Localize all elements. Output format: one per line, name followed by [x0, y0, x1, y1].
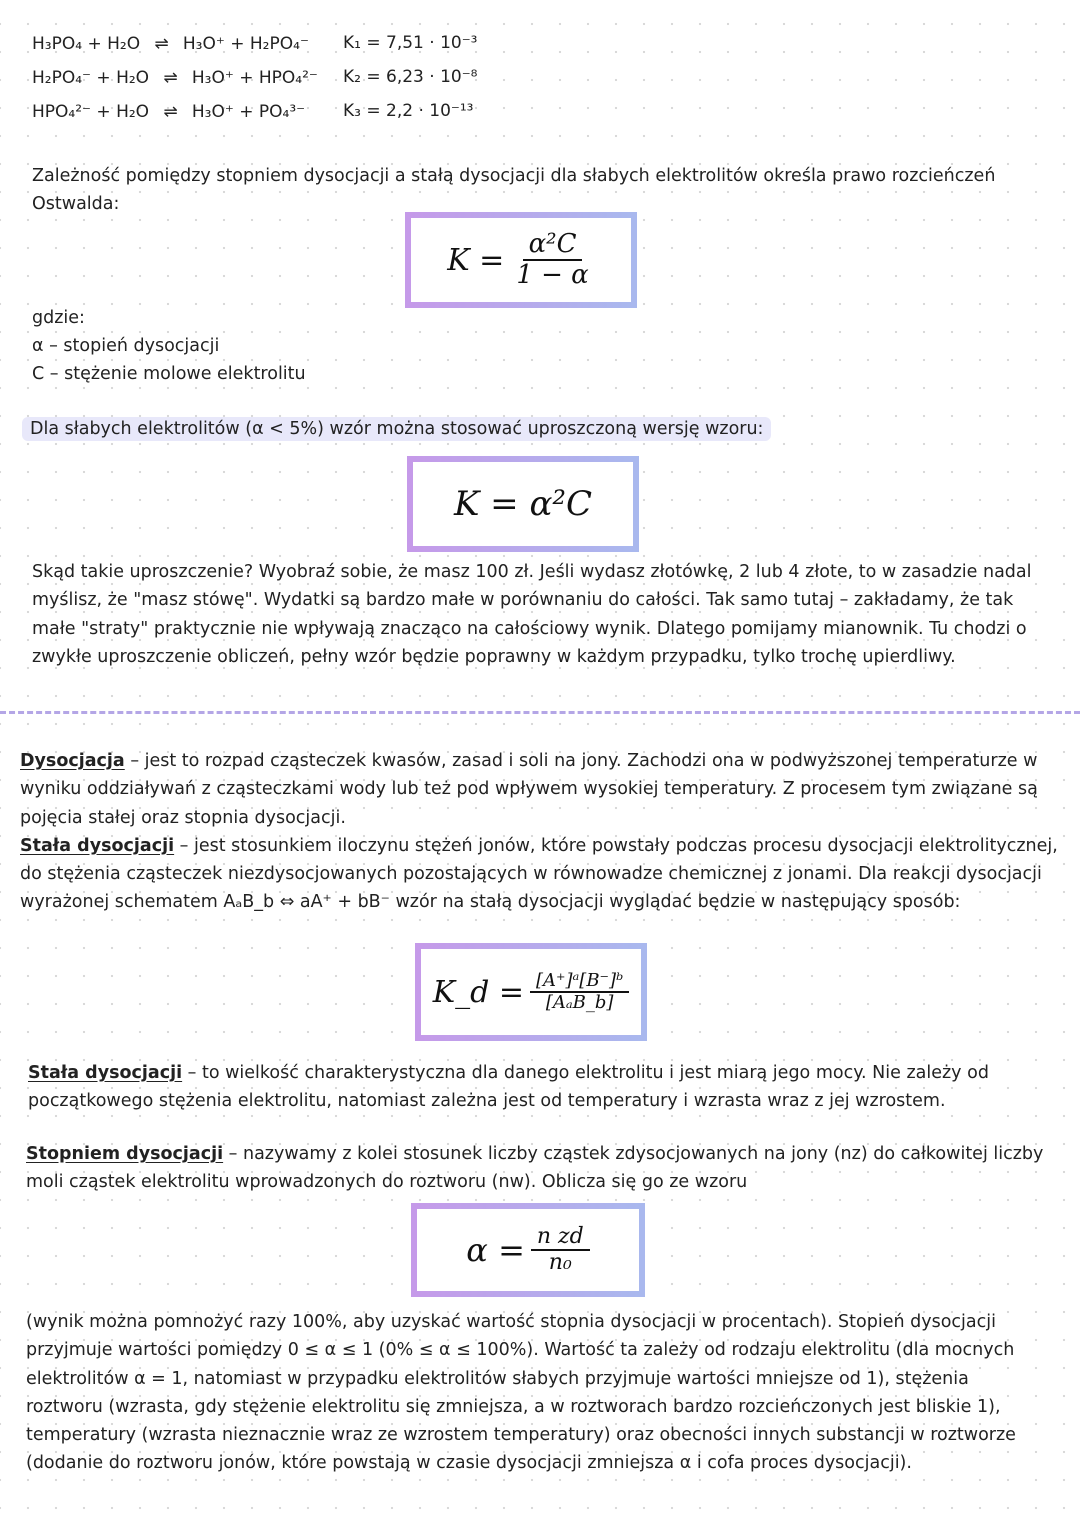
constant-k2: K₂ = 6,23 · 10⁻⁸ [343, 67, 478, 87]
simplified-note-highlight: Dla słabych elektrolitów (α < 5%) wzór można stosować uproszczoną wersję wzoru: [22, 417, 771, 441]
ostwald-intro: Zależność pomiędzy stopniem dysocjacji a stałą dysocjacji dla słabych elektrolitów określa prawo rozcieńczeń Ostwalda: [32, 166, 996, 215]
ostwald-numerator: α²C [523, 230, 583, 261]
term-stala-dysocjacji: Stała dysocjacji [20, 835, 175, 856]
degree-closing-paragraph: (wynik można pomnożyć razy 100%, aby uzyskać wartość stopnia dysocjacji w procentach). Stopień dysocjacji przyjmuje wartości pomiędzy 0 ≤ α ≤ 1 (0% ≤ α ≤ 100%). Wartość ta zależy od rodzaju elektrolitu (dla mocnych elektrolitów α = 1, natomiast w przypadku elektrolitów słabych przyjmuje wartości mniejsze od 1), stężenia roztworu (wzrasta, gdy stężenie elektrolitu się zmniejsza, a w roztworach bardzo rozcieńczonych jest bliskie 1), temperatury (wzrasta nieznacznie wraz ze wzrostem temperatury) oraz obecności innych substancji w roztworze (dodanie do roztworu jonów, które powstają w czasie dysocjacji zmniejsza α i cofa proces dysocjacji). [26, 1312, 1016, 1474]
ostwald-formula-lhs: K = [447, 242, 505, 278]
equation-1-lhs: H₃PO₄ + H₂O [32, 34, 141, 54]
term-dysocjacja: Dysocjacja [20, 751, 125, 771]
dysocjacja-definition: – jest to rozpad cząsteczek kwasów, zasad i soli na jony. Zachodzi ona w podwyższonej temperaturze w wyniku oddziaływań z cząsteczkami wody lub też pod wpływem wysokiej temperatury. Z procesem tym związane są pojęcia stałej oraz stopnia dysocjacji. [20, 751, 1038, 828]
dissociation-block [20, 747, 1060, 917]
kd-denominator: [AₐB_b] [545, 992, 614, 1013]
stala-dysocjacji-property: – to wielkość charakterystyczna dla danego elektrolitu i jest miarą jego mocy. Nie zależy od początkowego stężenia elektrolitu, natomiast zależna jest od temperatury i wzrasta wraz z jej wzrostem. [28, 1063, 989, 1112]
alpha-denominator: n₀ [548, 1250, 572, 1275]
stopien-dysocjacji-definition: – nazywamy z kolei stosunek liczby cząstek zdysocjowanych na jony (nz) do całkowitej liczby moli cząstek elektrolitu wprowadzonych do roztworu (nw). Oblicza się go ze wzoru [26, 1144, 1044, 1193]
where-label: gdzie: [32, 308, 85, 328]
equation-3-rhs: H₃O⁺ + PO₄³⁻ [191, 102, 306, 122]
kd-formula-box [415, 943, 647, 1041]
ostwald-formula-box [405, 212, 637, 308]
definition-alpha: α – stopień dysocjacji [32, 336, 220, 356]
constant-k1: K₁ = 7,51 · 10⁻³ [343, 33, 478, 53]
stala-dysocjacji-definition: – jest stosunkiem iloczynu stężeń jonów, które powstały podczas procesu dysocjacji elektrolitycznej, do stężenia cząsteczek niezdysocjowanych pozostających w równowadze chemicznej z jonami. Dla reakcji dysocjacji wyrażonej schematem AₐB_b ⇔ aA⁺ + bB⁻ wzór na stałą dysocjacji wyglądać będzie w następujący sposób: [20, 835, 1058, 913]
equation-2-lhs: H₂PO₄⁻ + H₂O [32, 68, 150, 88]
degree-block [26, 1140, 1046, 1197]
alpha-formula-box [411, 1203, 645, 1297]
definition-concentration: C – stężenie molowe elektrolitu [32, 364, 306, 384]
section-divider [0, 711, 1080, 714]
alpha-numerator: n zd [531, 1225, 590, 1251]
term-stala-dysocjacji-2: Stała dysocjacji [28, 1063, 183, 1083]
alpha-formula-lhs: α = [466, 1231, 525, 1269]
ostwald-denominator: 1 − α [516, 260, 589, 290]
ostwald-fraction [510, 230, 594, 289]
equilibrium-arrow-icon: ⇌ [163, 68, 178, 88]
equation-row-1 [32, 33, 309, 55]
equilibrium-arrow-icon: ⇌ [154, 34, 169, 54]
kd-formula-lhs: K_d = [432, 974, 524, 1010]
simplified-formula-box [407, 456, 639, 552]
term-stopien-dysocjacji: Stopniem dysocjacji [26, 1144, 224, 1164]
simplified-note [22, 415, 771, 443]
equation-1-rhs: H₃O⁺ + H₂PO₄⁻ [182, 34, 309, 54]
constant-k3: K₃ = 2,2 · 10⁻¹³ [343, 101, 474, 121]
equilibrium-arrow-icon: ⇌ [163, 102, 178, 122]
equation-row-2 [32, 67, 318, 89]
constant-property-block [28, 1059, 1048, 1116]
kd-numerator: [A⁺]ᵃ[B⁻]ᵇ [530, 971, 629, 993]
equation-2-rhs: H₃O⁺ + HPO₄²⁻ [191, 68, 318, 88]
alpha-fraction [531, 1225, 590, 1275]
kd-fraction [530, 971, 629, 1013]
equation-3-lhs: HPO₄²⁻ + H₂O [32, 102, 150, 122]
equation-row-3 [32, 101, 305, 123]
simplification-explanation: Skąd takie uproszczenie? Wyobraź sobie, że masz 100 zł. Jeśli wydasz złotówkę, 2 lub 4 złote, to w zasadzie nadal myślisz, że "masz stówę". Wydatki są bardzo małe w porównaniu do całości. Tak samo tutaj – zakładamy, że tak małe "straty" praktycznie nie wpływają znacząco na całościowy wynik. Dlatego pomijamy mianownik. Tu chodzi o zwykłe uproszczenie obliczeń, pełny wzór będzie poprawny w każdym przypadku, tylko trochę upierdliwy. [32, 562, 1032, 667]
simplified-formula: K = α²C [453, 484, 593, 524]
